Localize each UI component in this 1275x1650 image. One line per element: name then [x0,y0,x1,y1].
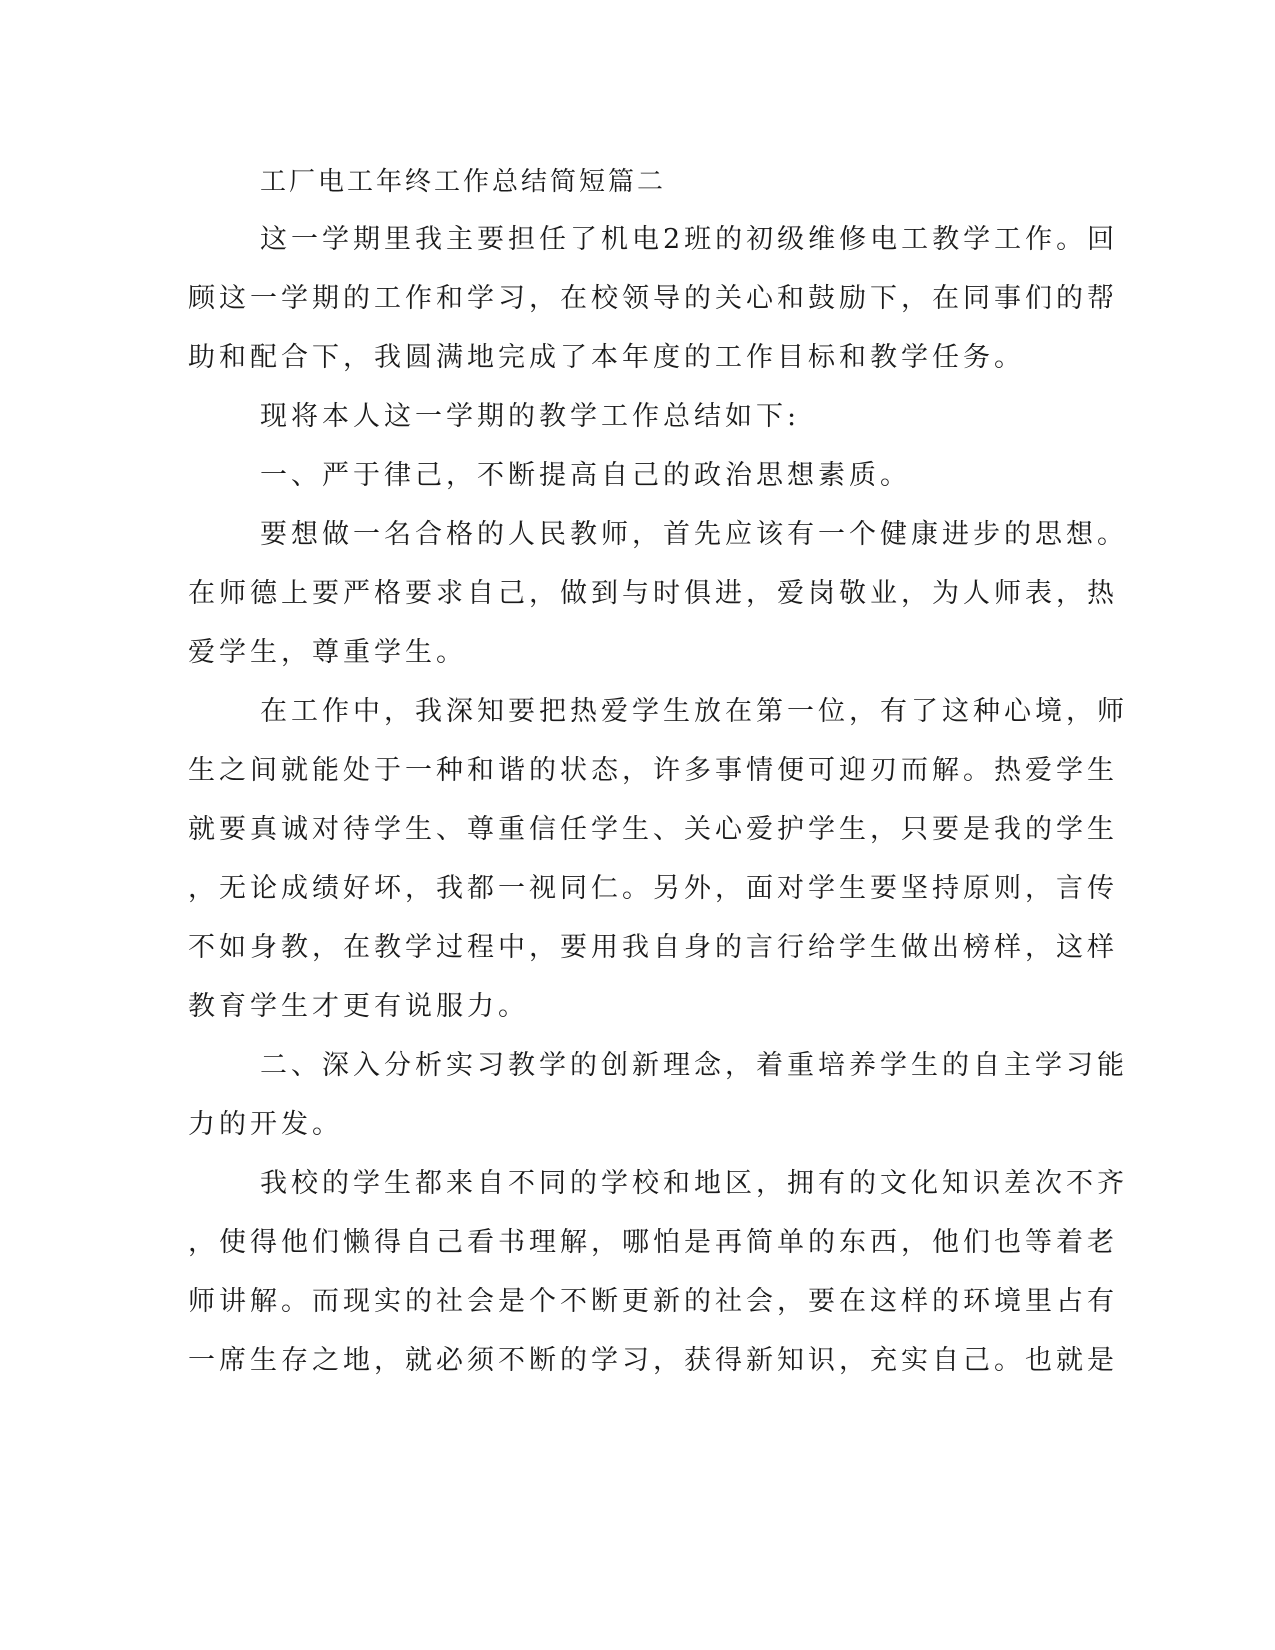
text-line: 助和配合下，我圆满地完成了本年度的工作目标和教学任务。 [188,342,1025,373]
text-line: 我校的学生都来自不同的学校和地区，拥有的文化知识差次不齐 [260,1168,1128,1199]
text-line: 这一学期里我主要担任了机电2班的初级维修电工教学工作。回 [260,224,1119,255]
text-line: 师讲解。而现实的社会是个不断更新的社会，要在这样的环境里占有 [188,1286,1118,1317]
text-line: 现将本人这一学期的教学工作总结如下: [260,401,801,432]
text-line: ，无论成绩好坏，我都一视同仁。另外，面对学生要坚持原则，言传 [188,873,1118,904]
text-line: 教育学生才更有说服力。 [188,991,529,1022]
text-line: 就要真诚对待学生、尊重信任学生、关心爱护学生，只要是我的学生 [188,814,1118,845]
text-line: 在师德上要严格要求自己，做到与时俱进，爱岗敬业，为人师表，热 [188,578,1118,609]
document-title: 工厂电工年终工作总结简短篇二 [260,167,667,197]
text-line: 在工作中，我深知要把热爱学生放在第一位，有了这种心境，师 [260,696,1128,727]
section-heading: 一、严于律己，不断提高自己的政治思想素质。 [260,460,911,491]
text-line: 不如身教，在教学过程中，要用我自身的言行给学生做出榜样，这样 [188,932,1118,963]
section-heading: 二、深入分析实习教学的创新理念，着重培养学生的自主学习能 [260,1050,1128,1081]
text-line: 要想做一名合格的人民教师，首先应该有一个健康进步的思想。 [260,519,1128,550]
section-heading-continued: 力的开发。 [188,1109,343,1140]
text-line: 爱学生，尊重学生。 [188,637,467,668]
text-line: 顾这一学期的工作和学习，在校领导的关心和鼓励下，在同事们的帮 [188,283,1118,314]
text-line: 一席生存之地，就必须不断的学习，获得新知识，充实自己。也就是 [188,1345,1118,1376]
text-line: 生之间就能处于一种和谐的状态，许多事情便可迎刃而解。热爱学生 [188,755,1118,786]
text-line: ，使得他们懒得自己看书理解，哪怕是再简单的东西，他们也等着老 [188,1227,1118,1258]
